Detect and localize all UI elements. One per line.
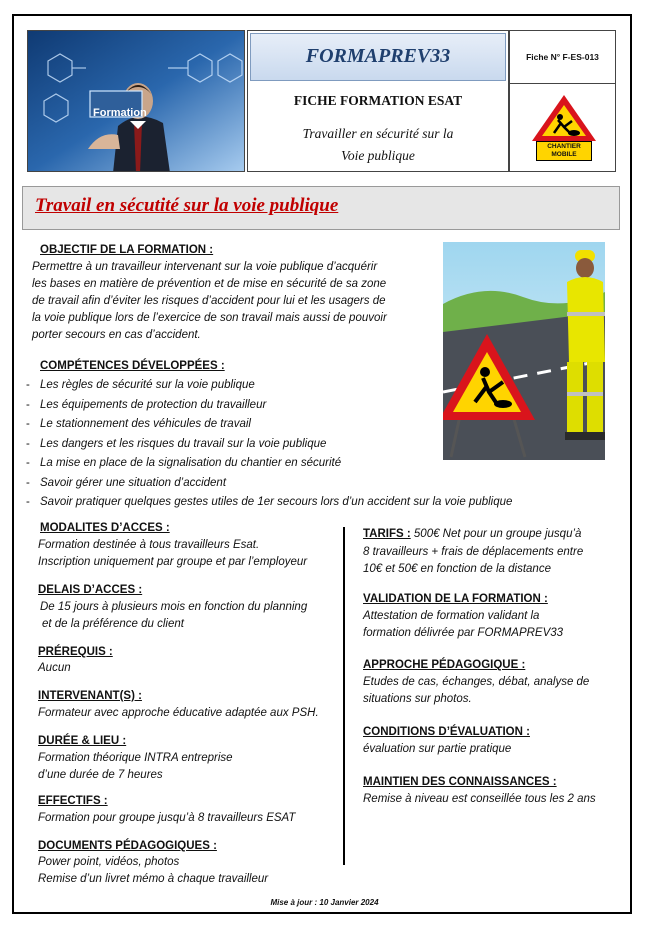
maintien-line: Remise à niveau est conseillée tous les 2 ans bbox=[363, 793, 596, 805]
competence-text: Les équipements de protection du travailleur bbox=[40, 398, 267, 411]
competence-text: Savoir gérer une situation d’accident bbox=[40, 476, 227, 489]
delais-heading: DELAIS D’ACCES : bbox=[38, 584, 143, 596]
competences-list bbox=[26, 376, 512, 513]
list-item: - Les dangers et les risques du travail sur la voie publique bbox=[26, 437, 327, 450]
tarifs-heading: TARIFS : bbox=[363, 528, 411, 540]
list-item: - Les règles de sécurité sur la voie publique bbox=[26, 379, 255, 391]
objectif-text bbox=[32, 259, 387, 344]
documents-text bbox=[38, 854, 268, 888]
documents-line: Remise d’un livret mémo à chaque travailleur bbox=[38, 873, 269, 885]
sign-label-line1: CHANTIER bbox=[547, 143, 581, 150]
approche-line: situations sur photos. bbox=[363, 693, 472, 705]
tarifs-first: 500€ Net pour un groupe jusqu’à bbox=[413, 528, 582, 540]
validation-heading: VALIDATION DE LA FORMATION : bbox=[363, 593, 548, 605]
competence-text: Les dangers et les risques du travail sur la voie publique bbox=[40, 437, 327, 450]
objectif-line: de travail afin d’éviter les risques d’accident pour lui et les usagers de bbox=[32, 295, 386, 307]
header-right bbox=[509, 30, 616, 172]
org-title-box bbox=[250, 33, 506, 81]
header-image bbox=[27, 30, 245, 172]
intervenants-line: Formateur avec approche éducative adaptée aux PSH. bbox=[38, 707, 319, 719]
sign-label-line2: MOBILE bbox=[551, 151, 577, 158]
validation-line: Attestation de formation validant la bbox=[363, 610, 540, 622]
duree-heading: DURÉE & LIEU : bbox=[38, 735, 127, 747]
duree-line: d’une durée de 7 heures bbox=[38, 769, 163, 781]
objectif-line: les bases en matière de prévention et de mise en sécurité de sa zone bbox=[32, 278, 387, 290]
documents-heading: DOCUMENTS PÉDAGOGIQUES : bbox=[38, 840, 217, 852]
fiche-type: FICHE FORMATION ESAT bbox=[293, 93, 463, 108]
approche-heading: APPROCHE PÉDAGOGIQUE : bbox=[363, 659, 526, 671]
competence-text: Les règles de sécurité sur la voie publique bbox=[40, 379, 255, 391]
objectif-line: porter secours en cas d’accident. bbox=[32, 329, 201, 341]
documents-line: Power point, vidéos, photos bbox=[38, 856, 180, 868]
competence-text: Le stationnement des véhicules de travail bbox=[40, 418, 251, 430]
objectif-line: la voie publique lors de l’exercice de son travail mais aussi de pouvoir bbox=[32, 312, 387, 324]
section-banner bbox=[22, 186, 620, 230]
competences-heading: COMPÉTENCES DÉVELOPPÉES : bbox=[40, 360, 225, 372]
duree-line: Formation théorique INTRA entreprise bbox=[38, 752, 233, 764]
training-subtitle bbox=[248, 123, 508, 167]
intervenants-text bbox=[38, 705, 319, 722]
validation-text bbox=[363, 608, 563, 642]
validation-line: formation délivrée par FORMAPREV33 bbox=[363, 627, 564, 639]
modalites-text bbox=[38, 537, 307, 571]
intervenants-heading: INTERVENANT(S) : bbox=[38, 690, 142, 702]
maintien-heading: MAINTIEN DES CONNAISSANCES : bbox=[363, 776, 557, 788]
delais-line: et de la préférence du client bbox=[42, 618, 184, 630]
conditions-heading: CONDITIONS D’ÉVALUATION : bbox=[363, 726, 530, 738]
conditions-text bbox=[363, 741, 511, 758]
modalites-line: Formation destinée à tous travailleurs Esat. bbox=[38, 539, 260, 551]
modalites-line: Inscription uniquement par groupe et par l’employeur bbox=[38, 556, 308, 568]
businessman-illustration bbox=[28, 31, 245, 172]
prerequis-heading: PRÉREQUIS : bbox=[38, 646, 113, 658]
prerequis-line: Aucun bbox=[38, 662, 71, 674]
footer-update-date: Mise à jour : 10 Janvier 2024 bbox=[270, 898, 379, 907]
list-item: - Le stationnement des véhicules de travail bbox=[26, 418, 251, 430]
delais-line: De 15 jours à plusieurs mois en fonction du planning bbox=[40, 601, 308, 613]
competence-text: Savoir pratiquer quelques gestes utiles de 1er secours lors d’un accident sur la voie publique bbox=[40, 496, 513, 508]
effectifs-heading: EFFECTIFS : bbox=[38, 795, 108, 807]
list-item: - Savoir pratiquer quelques gestes utiles de 1er secours lors d’un accident sur la voie publique bbox=[26, 496, 513, 508]
tarifs-line: 8 travailleurs + frais de déplacements entre bbox=[363, 546, 584, 558]
sign-label bbox=[536, 141, 592, 161]
tarifs-text bbox=[363, 544, 583, 578]
conditions-line: évaluation sur partie pratique bbox=[363, 743, 512, 755]
training-subtitle-line1: Travailler en sécurité sur la bbox=[302, 126, 454, 141]
competence-text: La mise en place de la signalisation du chantier en sécurité bbox=[40, 457, 342, 469]
approche-line: Etudes de cas, échanges, débat, analyse de bbox=[363, 676, 590, 688]
effectifs-text bbox=[38, 810, 295, 827]
delais-text bbox=[40, 599, 307, 633]
prerequis-text bbox=[38, 660, 71, 677]
tarifs-line: 10€ et 50€ en fonction de la distance bbox=[363, 563, 551, 575]
maintien-text bbox=[363, 791, 596, 808]
approche-text bbox=[363, 674, 589, 708]
roadworks-warning-icon bbox=[530, 93, 598, 145]
duree-text bbox=[38, 750, 233, 784]
objectif-heading: OBJECTIF DE LA FORMATION : bbox=[40, 244, 214, 256]
header-center bbox=[247, 30, 509, 172]
list-item: - Les équipements de protection du travailleur bbox=[26, 398, 267, 411]
objectif-line: Permettre à un travailleur intervenant sur la voie publique d’acquérir bbox=[32, 261, 378, 273]
modalites-heading: MODALITES D’ACCES : bbox=[40, 522, 170, 534]
org-title: FORMAPREV33 bbox=[305, 45, 451, 67]
list-item: - La mise en place de la signalisation du chantier en sécurité bbox=[26, 457, 342, 469]
header-image-caption: Formation bbox=[93, 107, 147, 119]
training-subtitle-line2: Voie publique bbox=[341, 148, 415, 163]
column-divider bbox=[343, 527, 345, 865]
chantier-mobile-sign bbox=[530, 93, 598, 165]
fiche-number: Fiche N° F-ES-013 bbox=[510, 31, 615, 84]
banner-title: Travail en sécutité sur la voie publique bbox=[35, 195, 339, 216]
tarifs-first-line bbox=[363, 528, 581, 540]
effectifs-line: Formation pour groupe jusqu’à 8 travailleurs ESAT bbox=[38, 812, 296, 824]
header bbox=[27, 30, 616, 172]
list-item: - Savoir gérer une situation d’accident bbox=[26, 476, 227, 489]
